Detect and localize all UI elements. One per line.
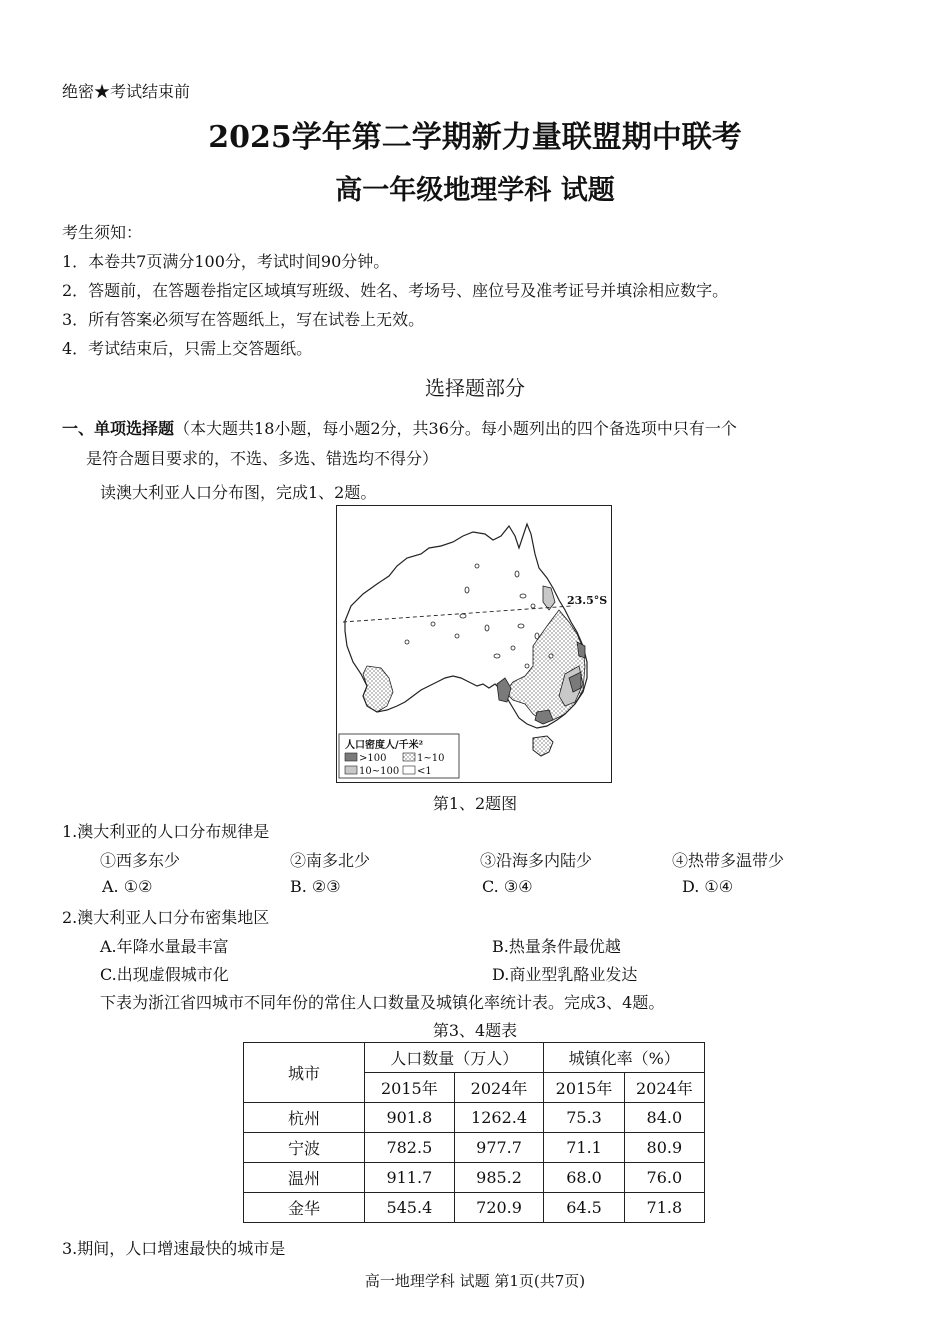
table-row bbox=[244, 1103, 705, 1133]
table-row bbox=[244, 1133, 705, 1163]
value-cell: 80.9 bbox=[624, 1133, 704, 1163]
q1-option-a: A. ①② bbox=[102, 877, 153, 896]
note-item: 3．所有答案必须写在答题纸上，写在试卷上无效。 bbox=[62, 310, 425, 329]
question-1-stem: 1.澳大利亚的人口分布规律是 bbox=[62, 822, 270, 841]
legend-10-100: 10~100 bbox=[359, 766, 400, 777]
table-intro: 下表为浙江省四城市不同年份的常住人口数量及城镇化率统计表。完成3、4题。 bbox=[100, 993, 665, 1012]
q1-option-b: B. ②③ bbox=[290, 877, 341, 896]
q1-option-c: C. ③④ bbox=[482, 877, 533, 896]
table-row bbox=[244, 1163, 705, 1193]
year-header: 2015年 bbox=[365, 1073, 455, 1103]
value-cell: 545.4 bbox=[365, 1193, 455, 1223]
year-header: 2015年 bbox=[544, 1073, 624, 1103]
value-cell: 985.2 bbox=[454, 1163, 544, 1193]
australia-population-map bbox=[336, 505, 612, 783]
value-cell: 977.7 bbox=[454, 1133, 544, 1163]
year-header: 2024年 bbox=[454, 1073, 544, 1103]
section-title: 选择题部分 bbox=[425, 376, 525, 400]
q2-option-c: C.出现虚假城市化 bbox=[100, 965, 229, 984]
population-header: 人口数量（万人） bbox=[365, 1043, 544, 1073]
legend-title: 人口密度人/千米² bbox=[345, 740, 424, 751]
table-caption: 第3、4题表 bbox=[432, 1021, 518, 1040]
q1-statement: ①西多东少 bbox=[100, 851, 181, 870]
value-cell: 782.5 bbox=[365, 1133, 455, 1163]
q2-option-a: A.年降水量最丰富 bbox=[100, 937, 229, 956]
confidential-mark: 绝密★考试结束前 bbox=[62, 82, 191, 101]
map-caption: 第1、2题图 bbox=[432, 794, 518, 813]
value-cell: 1262.4 bbox=[454, 1103, 544, 1133]
value-cell: 720.9 bbox=[454, 1193, 544, 1223]
question-3-stem: 3.期间，人口增速最快的城市是 bbox=[62, 1239, 286, 1258]
q1-statement: ③沿海多内陆少 bbox=[480, 851, 593, 870]
value-cell: 901.8 bbox=[365, 1103, 455, 1133]
year-header: 2024年 bbox=[624, 1073, 704, 1103]
legend-1-10: 1~10 bbox=[417, 753, 445, 764]
value-cell: 76.0 bbox=[624, 1163, 704, 1193]
value-cell: 911.7 bbox=[365, 1163, 455, 1193]
q1-statement: ②南多北少 bbox=[290, 851, 371, 870]
value-cell: 84.0 bbox=[624, 1103, 704, 1133]
part-label: 一、单项选择题 bbox=[62, 419, 175, 438]
value-cell: 71.8 bbox=[624, 1193, 704, 1223]
value-cell: 64.5 bbox=[544, 1193, 624, 1223]
question-2-stem: 2.澳大利亚人口分布密集地区 bbox=[62, 908, 270, 927]
table-row bbox=[244, 1193, 705, 1223]
q1-option-d: D. ①④ bbox=[682, 877, 734, 896]
exam-title: 2025学年第二学期新力量联盟期中联考 bbox=[208, 120, 742, 155]
city-cell: 宁波 bbox=[244, 1133, 365, 1163]
population-table bbox=[243, 1042, 705, 1223]
city-cell: 杭州 bbox=[244, 1103, 365, 1133]
part-description-cont: 是符合题目要求的，不选、多选、错选均不得分） bbox=[86, 449, 439, 468]
q2-option-b: B.热量条件最优越 bbox=[492, 937, 621, 956]
city-header: 城市 bbox=[244, 1043, 365, 1103]
tropic-label: 23.5°S bbox=[567, 594, 608, 607]
part-heading bbox=[62, 416, 737, 439]
page-footer: 高一地理学科 试题 第1页(共7页) bbox=[364, 1272, 586, 1290]
note-item: 1．本卷共7页满分100分，考试时间90分钟。 bbox=[62, 252, 390, 271]
city-cell: 温州 bbox=[244, 1163, 365, 1193]
q1-statement: ④热带多温带少 bbox=[672, 851, 785, 870]
notes-heading: 考生须知： bbox=[62, 223, 143, 242]
part-description: （本大题共18小题，每小题2分，共36分。每小题列出的四个备选项中只有一个 bbox=[174, 419, 737, 438]
map-legend bbox=[339, 734, 459, 778]
value-cell: 71.1 bbox=[544, 1133, 624, 1163]
legend-over-100: >100 bbox=[359, 753, 387, 764]
city-cell: 金华 bbox=[244, 1193, 365, 1223]
exam-subtitle: 高一年级地理学科 试题 bbox=[335, 175, 615, 206]
note-item: 2．答题前，在答题卷指定区域填写班级、姓名、考场号、座位号及准考证号并填涂相应数字。 bbox=[62, 281, 729, 300]
urbanization-header: 城镇化率（%） bbox=[544, 1043, 705, 1073]
q2-option-d: D.商业型乳酪业发达 bbox=[492, 965, 638, 984]
value-cell: 75.3 bbox=[544, 1103, 624, 1133]
note-item: 4．考试结束后，只需上交答题纸。 bbox=[62, 339, 313, 358]
tasmania-outline bbox=[533, 736, 553, 756]
legend-under-1: <1 bbox=[417, 766, 432, 777]
map-intro: 读澳大利亚人口分布图，完成1、2题。 bbox=[100, 483, 377, 502]
value-cell: 68.0 bbox=[544, 1163, 624, 1193]
